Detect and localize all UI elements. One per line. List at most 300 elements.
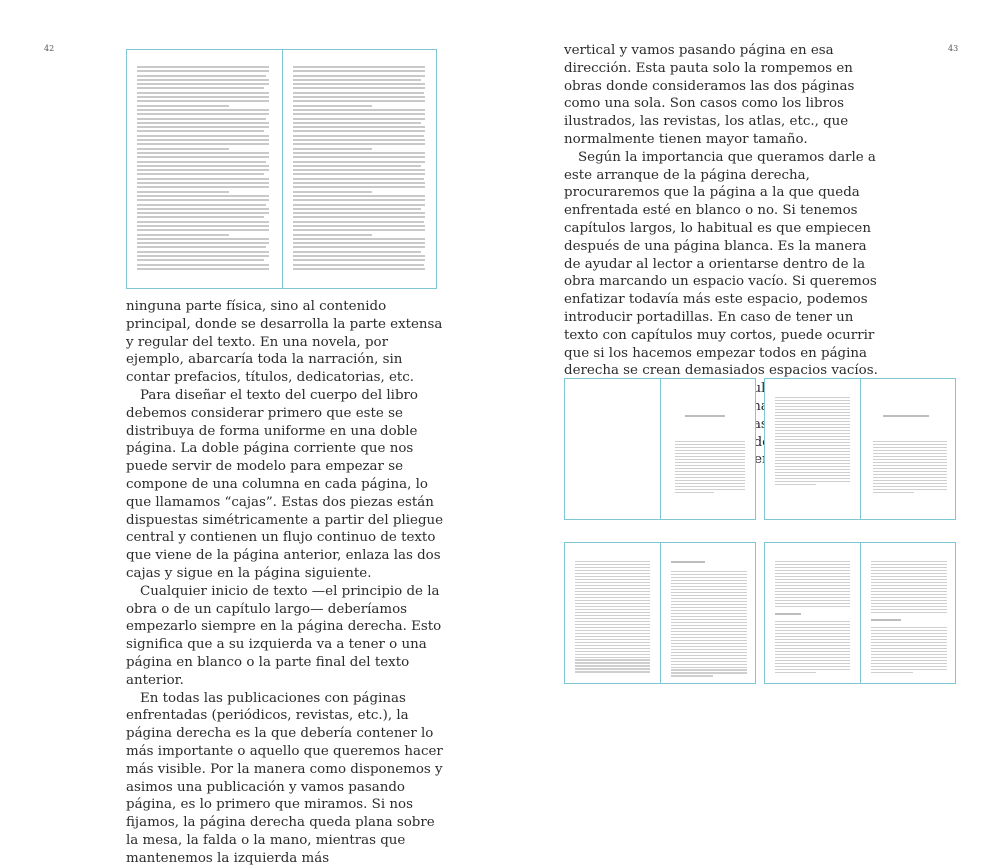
greeked-text-line xyxy=(671,601,747,602)
greeked-text-line xyxy=(293,96,425,98)
greeked-text-line xyxy=(675,465,745,466)
greeked-text-line xyxy=(137,122,269,124)
greeked-text-line xyxy=(575,588,650,589)
greeked-text-line xyxy=(671,598,747,599)
greeked-text-line xyxy=(873,459,947,460)
greeked-text-line xyxy=(675,480,745,481)
greeked-text-line xyxy=(293,165,421,167)
greeked-text-line xyxy=(137,156,269,158)
greeked-text-line xyxy=(137,199,269,201)
greeked-text-line xyxy=(671,664,747,665)
greeked-text-line xyxy=(871,627,947,628)
greeked-text-line xyxy=(871,666,947,667)
greeked-text-line xyxy=(293,229,425,231)
greeked-text-line xyxy=(871,654,947,655)
greeked-text-line xyxy=(575,603,650,604)
greeked-text-line xyxy=(137,268,269,270)
greeked-text-line xyxy=(137,191,229,193)
heading-mark xyxy=(775,613,801,615)
greeked-text-line xyxy=(675,441,745,442)
greeked-text-line xyxy=(871,582,947,583)
greeked-text-line xyxy=(137,118,266,120)
greeked-text-line xyxy=(137,242,269,244)
greeked-text-line xyxy=(137,130,264,132)
greeked-text-line xyxy=(671,577,747,578)
greeked-text-line xyxy=(575,627,650,628)
greeked-text-line xyxy=(575,585,650,586)
greeked-text-line xyxy=(671,672,747,673)
greeked-text-line xyxy=(671,589,747,590)
greeked-text-line xyxy=(775,475,850,476)
greeked-text-line xyxy=(775,573,850,574)
greeked-text-line xyxy=(137,100,269,102)
greeked-text-line xyxy=(871,591,947,592)
greeked-text-line xyxy=(775,484,816,485)
greeked-text-line xyxy=(775,421,850,422)
greeked-text-line xyxy=(775,669,850,670)
greeked-text-line xyxy=(775,576,850,577)
greeked-text-line xyxy=(671,574,747,575)
greeked-text-line xyxy=(293,139,425,141)
greeked-text-line xyxy=(137,173,264,175)
greeked-text-block xyxy=(675,441,745,495)
greeked-text-line xyxy=(871,645,947,646)
greeked-text-line xyxy=(775,427,850,428)
greeked-text-line xyxy=(293,122,421,124)
greeked-text-line xyxy=(575,606,650,607)
greeked-text-line xyxy=(873,483,947,484)
greeked-text-line xyxy=(575,570,650,571)
greeked-text-line xyxy=(873,450,947,451)
greeked-text-line xyxy=(671,640,747,641)
greeked-text-line xyxy=(575,648,650,649)
greeked-text-line xyxy=(775,603,850,604)
greeked-text-line xyxy=(871,630,947,631)
left-page-body-text xyxy=(126,298,444,868)
greeked-text-line xyxy=(293,225,425,227)
greeked-text-line xyxy=(775,582,850,583)
greeked-text-line xyxy=(671,607,747,608)
greeked-text-line xyxy=(293,156,425,158)
greeked-text-line xyxy=(575,612,650,613)
greeked-text-line xyxy=(671,610,747,611)
greeked-text-line xyxy=(775,585,850,586)
illustration-left-page xyxy=(137,58,269,272)
greeked-text-line xyxy=(671,586,747,587)
greeked-text-line xyxy=(575,567,650,568)
greeked-text-line xyxy=(873,480,947,481)
greeked-text-line xyxy=(137,79,269,81)
greeked-text-line xyxy=(873,441,947,442)
greeked-text-line xyxy=(775,415,850,416)
greeked-text-line xyxy=(575,630,650,631)
greeked-text-line xyxy=(293,92,424,94)
greeked-text-line xyxy=(293,221,424,223)
greeked-text-line xyxy=(871,642,947,643)
greeked-text-line xyxy=(775,624,850,625)
greeked-text-line xyxy=(575,636,650,637)
greeked-text-line xyxy=(293,268,425,270)
greeked-text-line xyxy=(137,264,269,266)
paragraph: Para diseñar el texto del cuerpo del libro debemos considerar primero que este se distribuya de forma uniforme en una doble página. La doble página corriente que nos puede servir de modelo para empezar se compone de una columna en cada página, lo que llamamos “cajas”. Estas dos piezas están dispuestas simétricamente a partir del pliegue central y contienen un flujo continuo de texto que viene de la página anterior, enlaza las dos cajas y sigue en la página siguiente. xyxy=(126,387,444,581)
greeked-text-line xyxy=(293,113,425,115)
greeked-text-line xyxy=(675,492,714,493)
greeked-text-line xyxy=(137,182,269,184)
greeked-text-line xyxy=(775,660,850,661)
greeked-text-line xyxy=(775,457,850,458)
greeked-text-line xyxy=(575,618,650,619)
greeked-text-line xyxy=(871,660,947,661)
greeked-text-line xyxy=(137,251,269,253)
greeked-text-line xyxy=(871,663,947,664)
gutter-line xyxy=(660,543,661,683)
greeked-text-line xyxy=(575,579,650,580)
greeked-text-line xyxy=(775,570,850,571)
greeked-text-line xyxy=(671,592,747,593)
greeked-text-line xyxy=(675,489,745,490)
greeked-text-line xyxy=(775,397,850,398)
greeked-text-line xyxy=(775,636,850,637)
greeked-text-line xyxy=(775,651,850,652)
paragraph: Cualquier inicio de texto —el principio de la obra o de un capítulo largo— deberíamos empezarlo siempre en la página derecha. Esto significa que a su izquierda va a tener o una página en blanco o la parte final del texto anterior. xyxy=(126,583,442,688)
greeked-text-line xyxy=(775,436,850,437)
greeked-text-line xyxy=(137,246,266,248)
greeked-text-line xyxy=(871,597,947,598)
greeked-text-line xyxy=(871,636,947,637)
greeked-text-line xyxy=(137,96,269,98)
greeked-text-line xyxy=(871,585,947,586)
greeked-text-line xyxy=(775,466,850,467)
greeked-text-line xyxy=(293,79,421,81)
greeked-text-line xyxy=(775,654,850,655)
greeked-text-line xyxy=(137,178,269,180)
greeked-text-line xyxy=(293,216,425,218)
greeked-text-line xyxy=(675,453,745,454)
greeked-text-line xyxy=(871,657,947,658)
greeked-text-line xyxy=(293,135,424,137)
greeked-text-line xyxy=(671,669,747,670)
greeked-text-line xyxy=(293,264,424,266)
greeked-text-line xyxy=(775,600,850,601)
greeked-text-line xyxy=(293,182,425,184)
greeked-text-line xyxy=(871,606,947,607)
greeked-text-line xyxy=(671,658,747,659)
greeked-text-line xyxy=(775,663,850,664)
greeked-text-line xyxy=(575,594,650,595)
greeked-text-line xyxy=(871,600,947,601)
greeked-text-line xyxy=(575,561,650,562)
greeked-text-line xyxy=(873,465,947,466)
greeked-text-line xyxy=(671,595,747,596)
greeked-text-line xyxy=(293,100,425,102)
greeked-text-line xyxy=(293,87,425,89)
greeked-text-line xyxy=(873,489,947,490)
greeked-text-line xyxy=(675,462,745,463)
greeked-text-line xyxy=(873,471,947,472)
greeked-text-line xyxy=(137,208,269,210)
greeked-text-line xyxy=(575,609,650,610)
greeked-text-line xyxy=(775,561,850,562)
greeked-text-line xyxy=(575,576,650,577)
greeked-text-line xyxy=(293,234,372,236)
greeked-text-line xyxy=(575,600,650,601)
greeked-text-line xyxy=(671,625,747,626)
greeked-text-line xyxy=(671,613,747,614)
greeked-text-line xyxy=(293,70,425,72)
greeked-text-line xyxy=(137,135,269,137)
greeked-text-line xyxy=(137,143,269,145)
greeked-text-line xyxy=(293,173,425,175)
greeked-text-line xyxy=(675,456,745,457)
greeked-text-line xyxy=(873,462,947,463)
greeked-text-line xyxy=(671,655,747,656)
greeked-text-line xyxy=(675,486,745,487)
greeked-text-line xyxy=(871,609,947,610)
gutter-line xyxy=(660,379,661,519)
greeked-text-line xyxy=(671,616,747,617)
greeked-text-line xyxy=(775,460,850,461)
greeked-text-line xyxy=(137,221,269,223)
greeked-text-line xyxy=(671,571,747,572)
greeked-text-line xyxy=(775,666,850,667)
greeked-text-line xyxy=(293,152,425,154)
greeked-text-line xyxy=(873,444,947,445)
greeked-text-line xyxy=(293,161,425,163)
greeked-text-line xyxy=(775,463,850,464)
greeked-text-line xyxy=(137,126,269,128)
greeked-text-line xyxy=(137,255,269,257)
greeked-text-line xyxy=(871,567,947,568)
greeked-text-line xyxy=(293,130,425,132)
greeked-text-line xyxy=(675,447,745,448)
greeked-text-line xyxy=(871,651,947,652)
greeked-text-line xyxy=(775,424,850,425)
greeked-text-line xyxy=(293,109,425,111)
greeked-text-line xyxy=(575,591,650,592)
greeked-text-line xyxy=(575,573,650,574)
greeked-text-line xyxy=(671,622,747,623)
greeked-text-line xyxy=(293,255,425,257)
greeked-text-line xyxy=(775,648,850,649)
greeked-text-line xyxy=(293,186,425,188)
heading-mark xyxy=(685,415,725,417)
greeked-text-line xyxy=(137,216,264,218)
greeked-text-line xyxy=(293,83,425,85)
greeked-text-line xyxy=(137,212,269,214)
greeked-text-line xyxy=(675,483,745,484)
greeked-text-line xyxy=(873,468,947,469)
greeked-text-line xyxy=(775,442,850,443)
greeked-text-line xyxy=(137,139,269,141)
greeked-text-line xyxy=(137,105,229,107)
greeked-text-line xyxy=(775,403,850,404)
greeked-text-line xyxy=(873,477,947,478)
greeked-text-line xyxy=(671,675,713,676)
greeked-text-line xyxy=(137,165,269,167)
greeked-text-line xyxy=(775,594,850,595)
greeked-text-line xyxy=(775,409,850,410)
greeked-text-line xyxy=(293,148,372,150)
greeked-text-line xyxy=(575,582,650,583)
greeked-text-block xyxy=(671,571,747,678)
page-number-left: 42 xyxy=(44,44,55,53)
greeked-text-line xyxy=(775,406,850,407)
greeked-text-line xyxy=(575,624,650,625)
heading-mark xyxy=(883,415,929,417)
greeked-text-line xyxy=(293,105,372,107)
greeked-text-line xyxy=(775,606,850,607)
greeked-text-line xyxy=(293,251,421,253)
greeked-text-line xyxy=(871,612,947,613)
greeked-text-line xyxy=(575,671,650,672)
greeked-text-line xyxy=(137,75,266,77)
greeked-text-line xyxy=(575,657,650,658)
gutter-line xyxy=(860,379,861,519)
greeked-text-line xyxy=(137,169,269,171)
greeked-text-line xyxy=(775,469,850,470)
greeked-text-line xyxy=(775,633,850,634)
greeked-text-line xyxy=(871,576,947,577)
greeked-text-line xyxy=(293,212,425,214)
greeked-text-line xyxy=(575,659,650,660)
greeked-text-line xyxy=(671,643,747,644)
greeked-text-line xyxy=(293,118,425,120)
greeked-text-line xyxy=(137,234,229,236)
greeked-text-line xyxy=(873,447,947,448)
greeked-text-line xyxy=(775,481,850,482)
greeked-text-line xyxy=(671,631,747,632)
greeked-text-line xyxy=(137,238,269,240)
greeked-text-line xyxy=(671,619,747,620)
greeked-text-line xyxy=(575,639,650,640)
thumbnail-spread-1 xyxy=(564,378,756,520)
greeked-text-line xyxy=(775,588,850,589)
greeked-text-line xyxy=(873,453,947,454)
greeked-text-line xyxy=(775,433,850,434)
greeked-text-line xyxy=(671,634,747,635)
greeked-text-line xyxy=(137,259,264,261)
greeked-text-line xyxy=(873,486,947,487)
greeked-text-line xyxy=(775,451,850,452)
greeked-text-line xyxy=(775,597,850,598)
greeked-text-line xyxy=(873,492,914,493)
greeked-text-line xyxy=(137,204,266,206)
greeked-text-line xyxy=(293,178,424,180)
greeked-text-line xyxy=(575,662,650,663)
greeked-text-line xyxy=(671,649,747,650)
greeked-text-line xyxy=(775,567,850,568)
greeked-text-line xyxy=(293,242,425,244)
greeked-text-line xyxy=(671,652,747,653)
greeked-text-line xyxy=(775,621,850,622)
greeked-text-line xyxy=(871,588,947,589)
greeked-text-line xyxy=(871,639,947,640)
greeked-text-line xyxy=(871,573,947,574)
greeked-text-line xyxy=(671,628,747,629)
greeked-text-line xyxy=(575,633,650,634)
greeked-text-line xyxy=(293,238,425,240)
greeked-text-line xyxy=(293,75,425,77)
greeked-text-line xyxy=(775,645,850,646)
greeked-text-line xyxy=(671,637,747,638)
greeked-text-line xyxy=(671,604,747,605)
heading-mark xyxy=(871,619,901,621)
greeked-text-line xyxy=(871,594,947,595)
greeked-text-line xyxy=(137,195,269,197)
greeked-text-line xyxy=(775,564,850,565)
greeked-text-line xyxy=(293,143,425,145)
greeked-text-line xyxy=(873,474,947,475)
greeked-text-block xyxy=(775,397,850,487)
greeked-text-line xyxy=(671,646,747,647)
greeked-text-line xyxy=(575,615,650,616)
greeked-text-line xyxy=(293,208,421,210)
greeked-text-line xyxy=(871,669,947,670)
greeked-text-block xyxy=(871,627,947,675)
greeked-text-line xyxy=(293,204,425,206)
greeked-text-line xyxy=(871,564,947,565)
greeked-text-line xyxy=(871,672,913,673)
greeked-text-line xyxy=(671,583,747,584)
greeked-text-line xyxy=(775,472,850,473)
greeked-text-line xyxy=(293,246,425,248)
greeked-text-line xyxy=(775,418,850,419)
greeked-text-line xyxy=(775,439,850,440)
greeked-text-block xyxy=(775,561,850,609)
gutter-line xyxy=(860,543,861,683)
greeked-text-block xyxy=(871,561,947,615)
greeked-text-line xyxy=(675,444,745,445)
greeked-text-line xyxy=(293,259,425,261)
paragraph: ninguna parte física, sino al contenido principal, donde se desarrolla la parte extensa y regular del texto. En una novela, por ejemplo, abarcaría toda la narración, sin contar prefacios, títulos, dedicatorias, etc. xyxy=(126,299,443,386)
greeked-text-line xyxy=(775,672,816,673)
greeked-text-line xyxy=(137,87,264,89)
greeked-text-line xyxy=(675,474,745,475)
greeked-text-line xyxy=(137,148,229,150)
greeked-text-line xyxy=(775,454,850,455)
greeked-text-line xyxy=(871,648,947,649)
thumbnail-spread-2 xyxy=(764,378,956,520)
greeked-text-line xyxy=(775,579,850,580)
greeked-text-line xyxy=(775,448,850,449)
greeked-text-line xyxy=(293,195,425,197)
greeked-text-line xyxy=(775,412,850,413)
greeked-text-line xyxy=(137,229,269,231)
greeked-text-line xyxy=(775,478,850,479)
greeked-text-line xyxy=(293,126,425,128)
greeked-text-line xyxy=(575,645,650,646)
greeked-text-line xyxy=(671,667,747,668)
greeked-text-line xyxy=(671,580,747,581)
greeked-text-line xyxy=(575,668,650,669)
gutter-line xyxy=(282,50,283,288)
greeked-text-line xyxy=(293,191,372,193)
greeked-text-line xyxy=(137,83,269,85)
page-number-right: 43 xyxy=(948,44,959,53)
paragraph: Según la importancia que queramos darle a este arranque de la página derecha, procuraremos que la página a la que queda enfrentada esté en blanco o no. Si tenemos capítulos largos, lo habitual es que empiecen después de una página blanca. Es la manera de ayudar al lector a orientarse dentro de la obra marcando un espacio vacío. Si queremos enfatizar todavía más este espacio, podemos introducir portadillas. En caso de tener un texto con capítulos muy cortos, puede ocurrir que si los hacemos empezar todos en página derecha se crean demasiados espacios vacíos. caso de xyxy=(564,149,878,450)
greeked-text-line xyxy=(575,642,650,643)
illustration-right-page xyxy=(293,58,425,272)
greeked-text-line xyxy=(293,169,425,171)
greeked-text-line xyxy=(775,630,850,631)
greeked-text-line xyxy=(575,651,650,652)
greeked-text-line xyxy=(293,199,425,201)
greeked-text-line xyxy=(293,66,425,68)
greeked-text-line xyxy=(675,450,745,451)
greeked-text-line xyxy=(137,109,269,111)
greeked-text-block xyxy=(775,621,850,675)
double-page-illustration xyxy=(126,49,437,289)
